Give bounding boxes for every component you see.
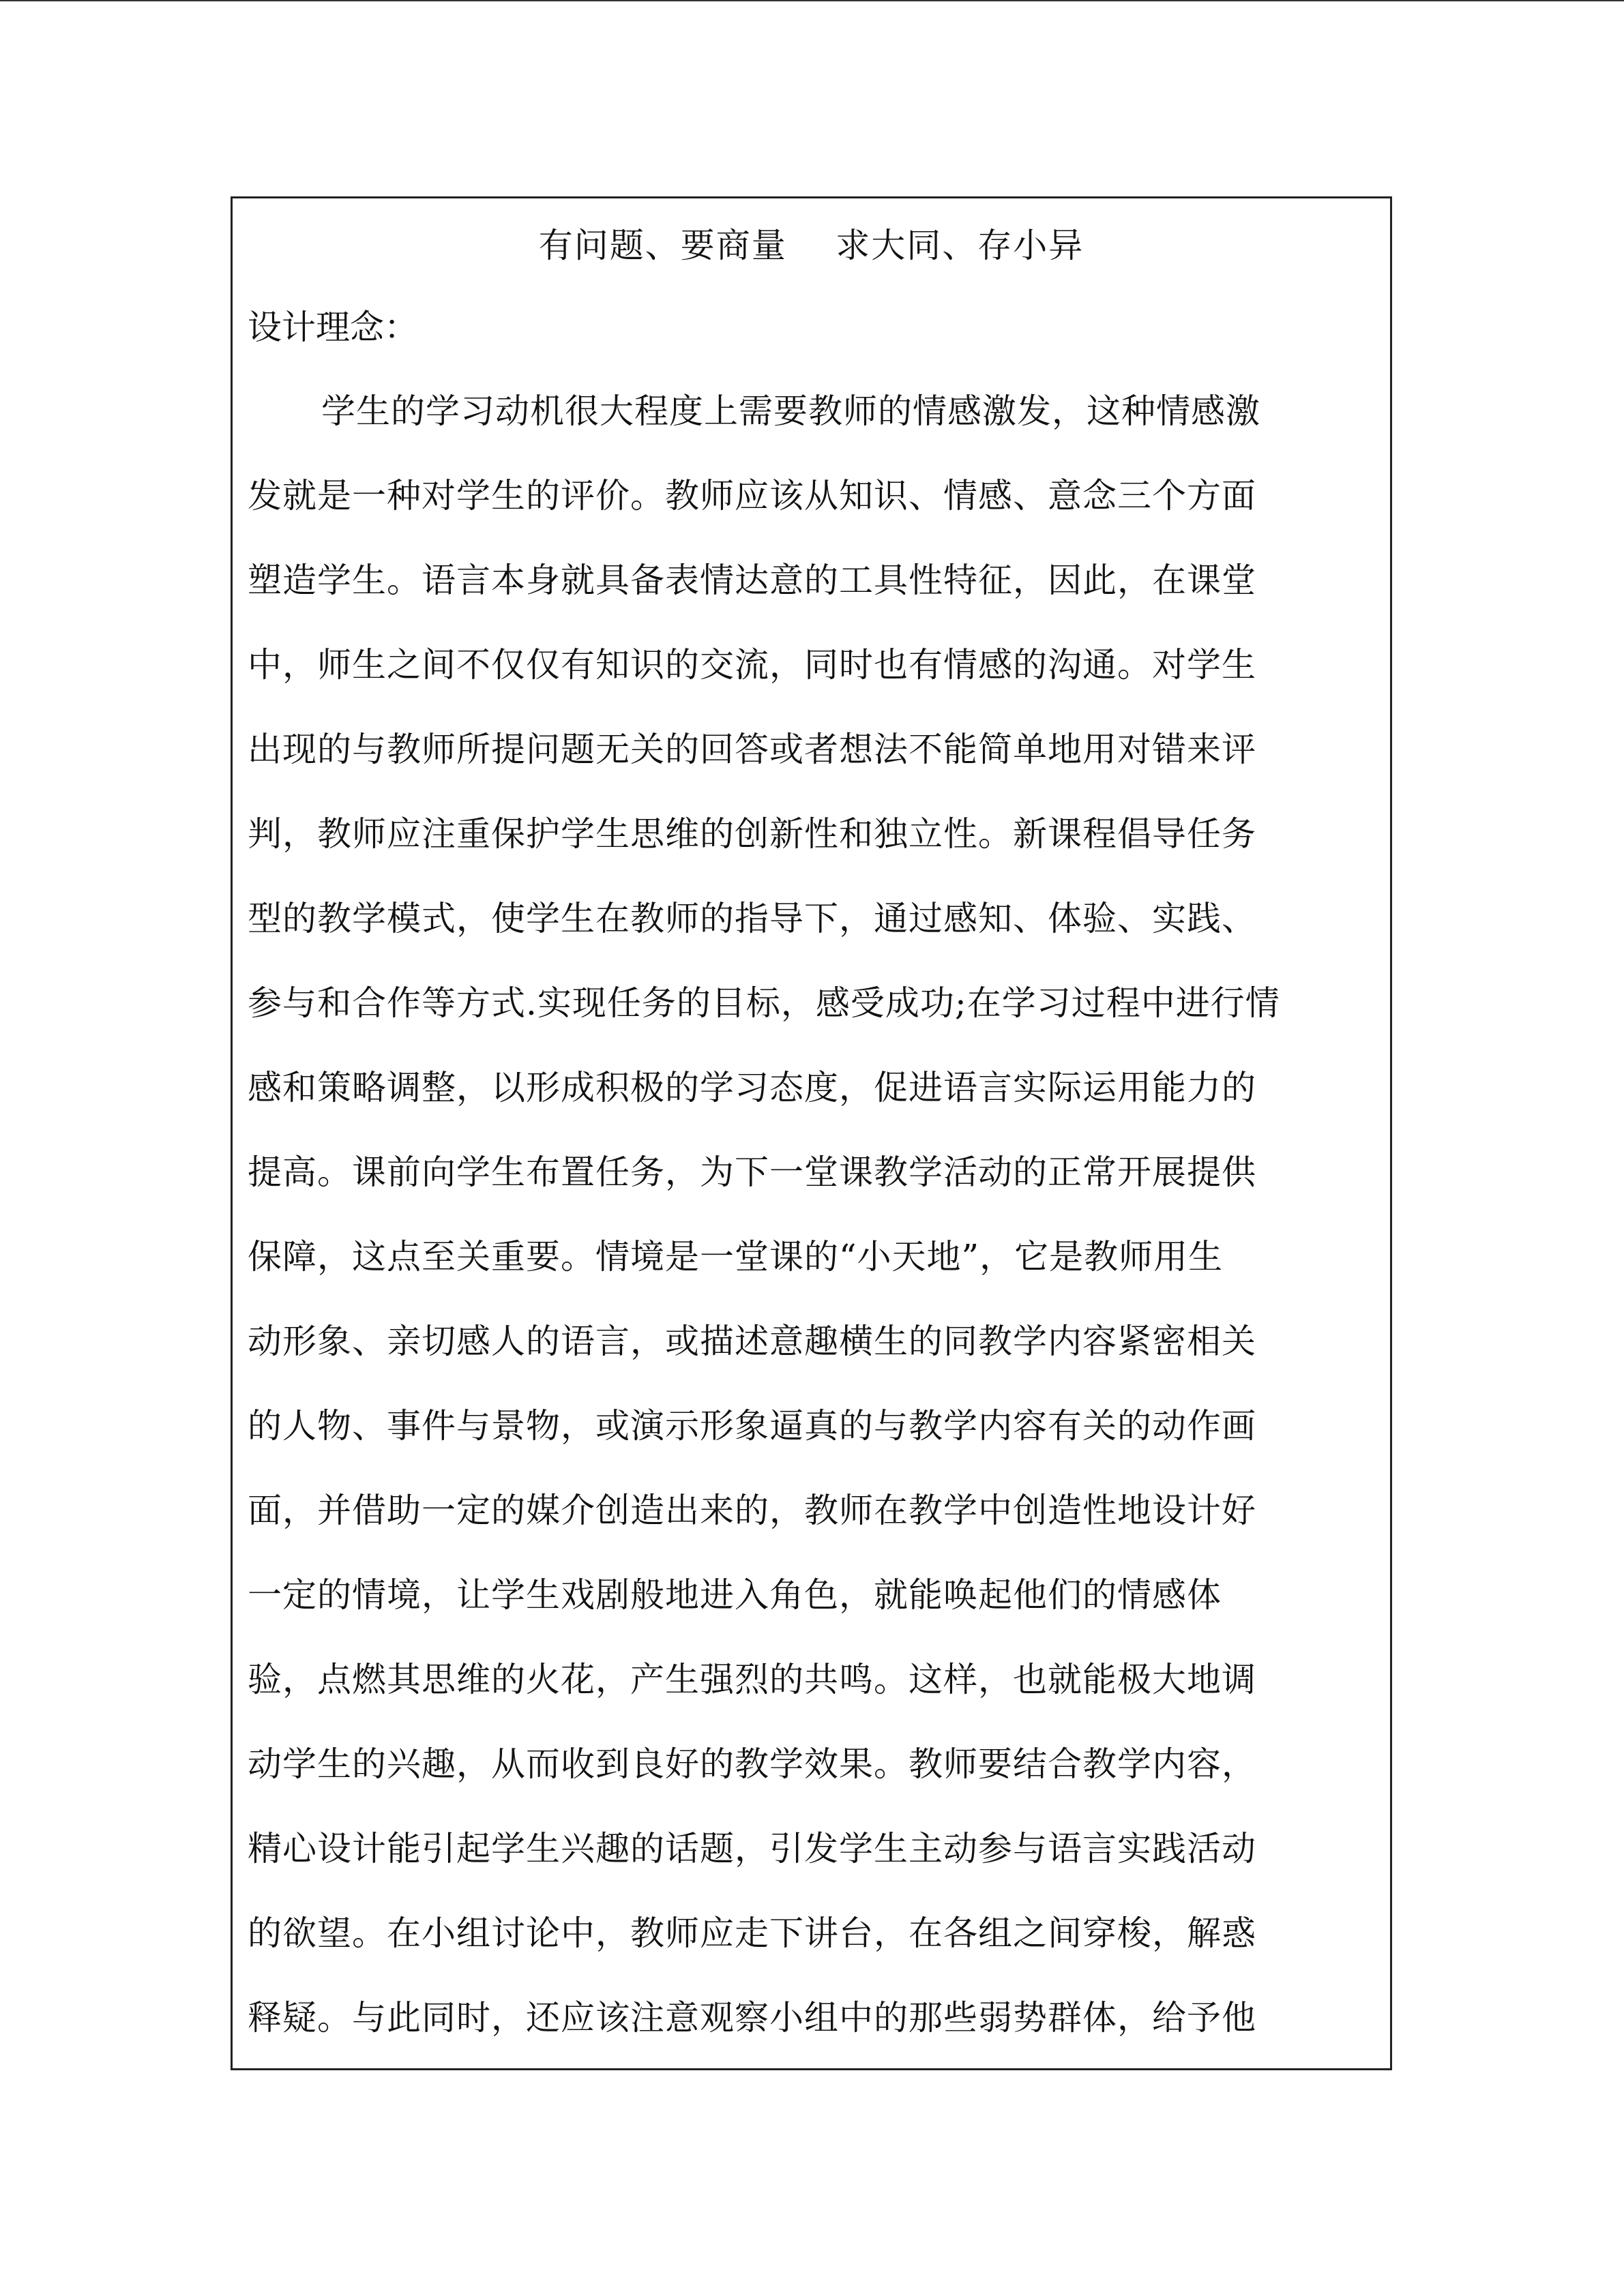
top-border-line (0, 0, 1624, 1)
body-line: 动学生的兴趣，从而收到良好的教学效果。教师要结合教学内容， (248, 1744, 1256, 1784)
body-line: 发就是一种对学生的评价。教师应该从知识、情感、意念三个方面 (248, 476, 1256, 516)
body-line: 面，并借助一定的媒介创造出来的，教师在教学中创造性地设计好 (248, 1491, 1256, 1530)
body-line: 保障，这点至关重要。情境是一堂课的“小天地”，它是教师用生 (248, 1237, 1224, 1277)
body-line: 提高。课前向学生布置任务，为下一堂课教学活动的正常开展提供 (248, 1152, 1256, 1192)
body-paragraph (248, 369, 1380, 2060)
body-line: 一定的情境，让学生戏剧般地进入角色，就能唤起他们的情感体 (248, 1575, 1222, 1615)
body-line: 验，点燃其思维的火花，产生强烈的共鸣。这样，也就能极大地调 (248, 1660, 1256, 1699)
body-line: 出现的与教师所提问题无关的回答或者想法不能简单地用对错来评 (248, 730, 1256, 769)
body-line: 学生的学习动机很大程度上需要教师的情感激发，这种情感激 (321, 391, 1260, 431)
document-frame (231, 196, 1392, 2070)
body-line: 塑造学生。语言本身就具备表情达意的工具性特征，因此，在课堂 (248, 561, 1256, 600)
body-line: 释疑。与此同时，还应该注意观察小组中的那些弱势群体，给予他 (248, 1998, 1256, 2038)
document-title: 有问题、要商量 求大同、存小异 (538, 226, 1084, 265)
body-line: 精心设计能引起学生兴趣的话题，引发学生主动参与语言实践活动 (248, 1829, 1256, 1868)
body-line: 型的教学模式，使学生在教师的指导下，通过感知、体验、实践、 (248, 899, 1256, 938)
body-line: 的人物、事件与景物，或演示形象逼真的与教学内容有关的动作画 (248, 1406, 1256, 1446)
body-line: 参与和合作等方式.实现任务的目标，感受成功;在学习过程中进行情 (248, 983, 1280, 1023)
section-heading: 设计理念： (248, 308, 418, 347)
body-line: 动形象、亲切感人的语言，或描述意趣横生的同教学内容紧密相关 (248, 1322, 1256, 1361)
body-line: 判，教师应注重保护学生思维的创新性和独立性。新课程倡导任务 (248, 814, 1256, 854)
body-line: 中，师生之间不仅仅有知识的交流，同时也有情感的沟通。对学生 (248, 645, 1256, 685)
body-line: 感和策略调整，以形成积极的学习态度，促进语言实际运用能力的 (248, 1068, 1256, 1107)
body-line: 的欲望。在小组讨论中，教师应走下讲台，在各组之间穿梭，解惑 (248, 1913, 1256, 1953)
